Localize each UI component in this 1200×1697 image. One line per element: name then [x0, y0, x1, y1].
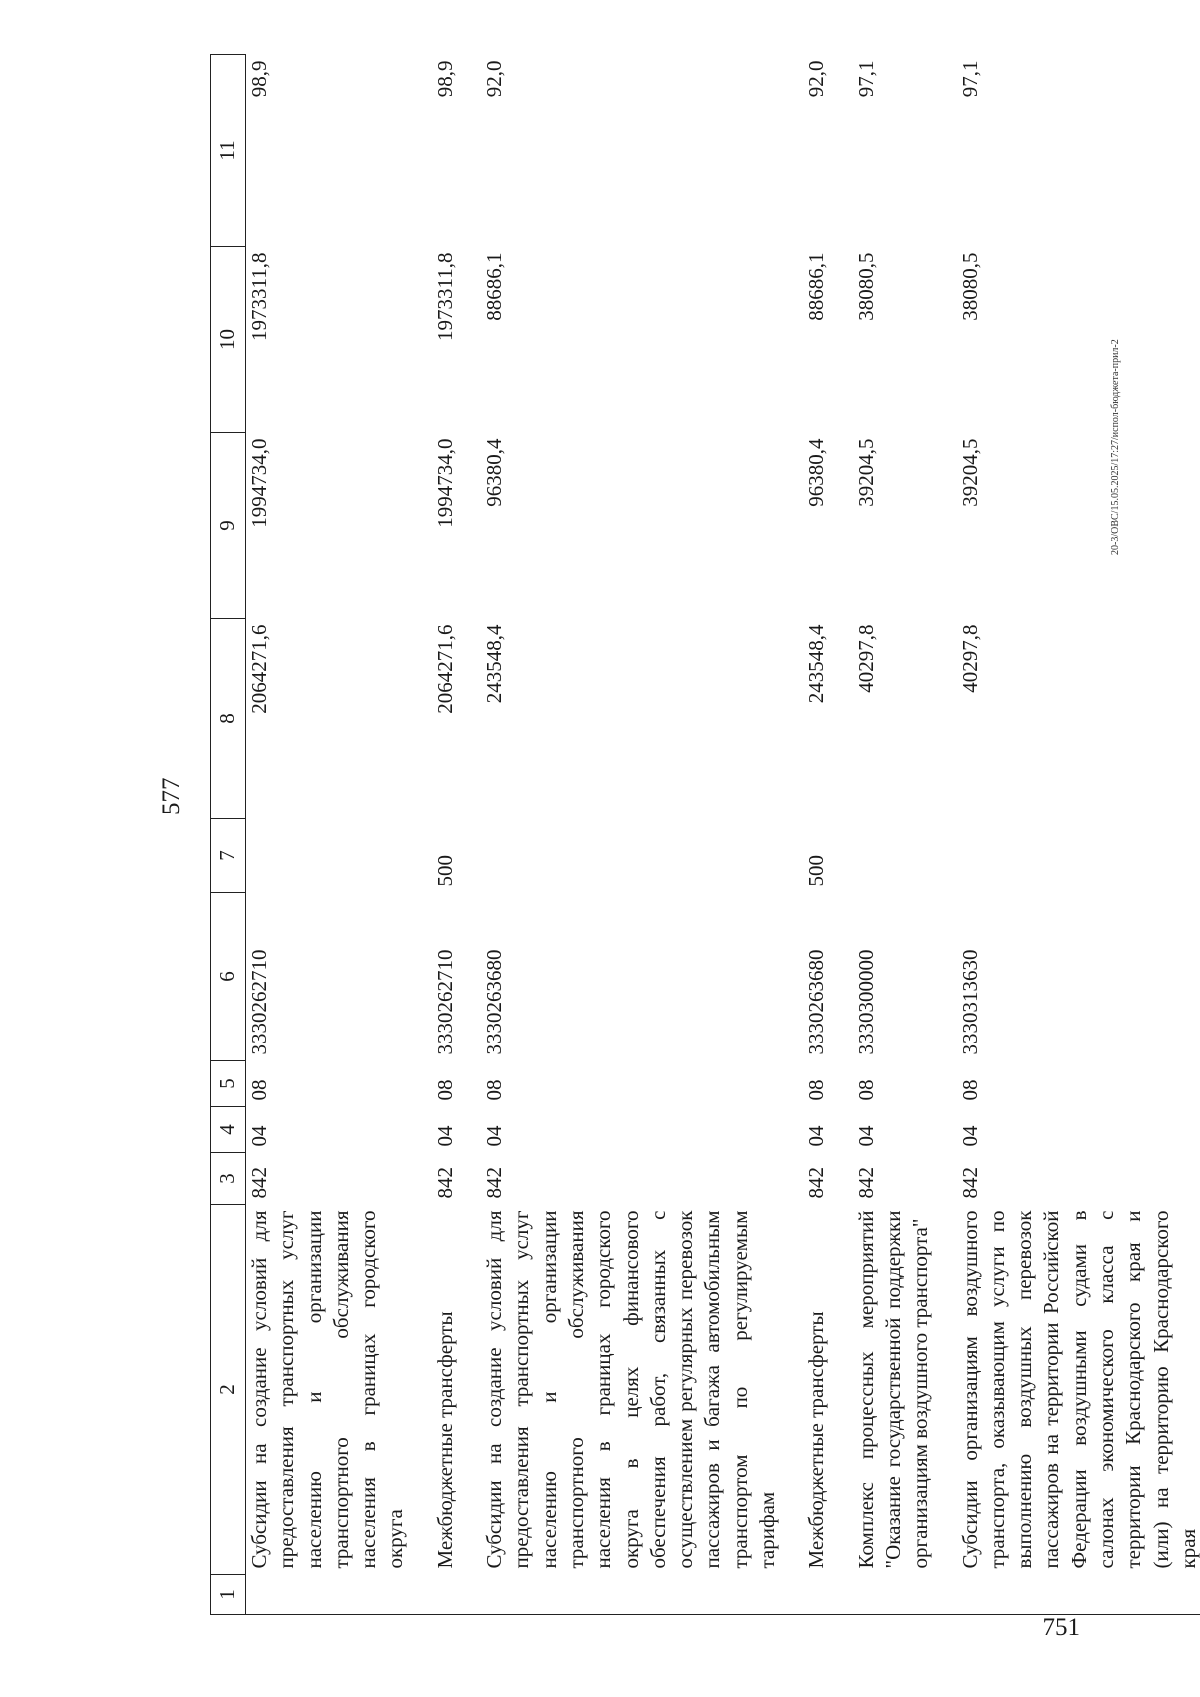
executed-amount: 88686,1 [804, 252, 829, 321]
ministry-code: 842 [247, 1167, 271, 1199]
target-article-code: 3330300000 [853, 949, 878, 1055]
table-row [432, 55, 481, 1615]
rotated-page [150, 25, 1200, 1655]
target-article-code: 3330313630 [957, 949, 982, 1055]
executed-amount: 38080,5 [853, 252, 878, 321]
row-number-cell [803, 1575, 852, 1615]
row-description: Комплекс процессных мероприятий "Оказание государственной поддержки организациям воздушного транспорта" [853, 1210, 933, 1569]
target-article-code: 3330263680 [482, 949, 507, 1055]
execution-percent: 92,0 [482, 60, 507, 98]
column-header: 5 [211, 1061, 246, 1107]
target-article-code: 3330262710 [247, 949, 271, 1055]
footer-code: 20-3/ОВС/15.05.2025/17:27/испол-бюджета-прил-2 [1110, 339, 1121, 555]
execution-percent: 97,1 [957, 60, 982, 98]
section-code: 04 [853, 1125, 878, 1147]
ministry-code: 842 [432, 1167, 457, 1199]
target-article-code: 3330263680 [804, 949, 829, 1055]
column-header: 2 [211, 1205, 246, 1575]
page-number-bottom: 751 [1042, 1614, 1080, 1641]
ministry-code: 842 [957, 1167, 982, 1199]
expense-type-code [957, 819, 1200, 893]
column-header: 11 [211, 55, 246, 247]
executed-amount: 38080,5 [957, 252, 982, 321]
table-row [957, 55, 1200, 1615]
subsection-code: 08 [482, 1079, 507, 1101]
expense-type-code: 500 [432, 855, 457, 887]
execution-percent: 97,1 [853, 60, 878, 98]
section-code: 04 [957, 1125, 982, 1147]
approved-amount: 40297,8 [957, 624, 982, 693]
expense-type-code [246, 819, 432, 893]
column-header: 1 [211, 1575, 246, 1615]
executed-amount: 1973311,8 [432, 252, 457, 341]
expense-type-code [481, 819, 803, 893]
section-code: 04 [432, 1125, 457, 1147]
ministry-code: 842 [853, 1167, 878, 1199]
column-header: 9 [211, 433, 246, 619]
section-code: 04 [804, 1125, 829, 1147]
table-row [853, 55, 957, 1615]
approved-amount: 40297,8 [853, 624, 878, 693]
ministry-code: 842 [482, 1167, 507, 1199]
revised-amount: 39204,5 [853, 438, 878, 507]
subsection-code: 08 [247, 1079, 271, 1101]
column-number-row [211, 55, 246, 1615]
row-description: Межбюджетные трансферты [432, 1311, 457, 1569]
expense-type-code: 500 [804, 855, 829, 887]
row-number-cell [481, 1575, 803, 1615]
approved-amount: 2064271,6 [247, 624, 271, 714]
expense-type-code [853, 819, 957, 893]
page-number-top: 577 [158, 777, 185, 815]
table-row [246, 55, 432, 1615]
budget-table [210, 54, 1200, 1615]
row-description: Субсидии организациям воздушного транспорта, оказывающим услуги по выполнению воздушных перевозок пассажиров на территории Российской Федерации воздушными судами в салонах экономического класса с территории Краснодарского края и (или) на территорию Краснодарского края [957, 1210, 1200, 1569]
revised-amount: 1994734,0 [432, 438, 457, 528]
column-header: 8 [211, 619, 246, 819]
execution-percent: 92,0 [804, 60, 829, 98]
table-row [481, 55, 803, 1615]
subsection-code: 08 [853, 1079, 878, 1101]
column-header: 7 [211, 819, 246, 893]
section-code: 04 [247, 1125, 271, 1147]
column-header: 10 [211, 247, 246, 433]
row-description: Субсидии на создание условий для предоставления транспортных услуг населению и организации транспортного обслуживания населения в границах городского округа [247, 1210, 408, 1569]
subsection-code: 08 [957, 1079, 982, 1101]
target-article-code: 3330262710 [432, 949, 457, 1055]
revised-amount: 39204,5 [957, 438, 982, 507]
approved-amount: 243548,4 [804, 624, 829, 704]
column-header: 6 [211, 893, 246, 1061]
ministry-code: 842 [804, 1167, 829, 1199]
approved-amount: 2064271,6 [432, 624, 457, 714]
subsection-code: 08 [804, 1079, 829, 1101]
row-number-cell [432, 1575, 481, 1615]
column-header: 3 [211, 1153, 246, 1205]
revised-amount: 96380,4 [482, 438, 507, 507]
row-number-cell [246, 1575, 432, 1615]
execution-percent: 98,9 [247, 60, 271, 98]
row-number-cell [853, 1575, 957, 1615]
executed-amount: 1973311,8 [247, 252, 271, 341]
table-row [803, 55, 852, 1615]
row-number-cell [957, 1575, 1200, 1615]
revised-amount: 1994734,0 [247, 438, 271, 528]
execution-percent: 98,9 [432, 60, 457, 98]
row-description: Межбюджетные трансферты [804, 1311, 829, 1569]
column-header: 4 [211, 1107, 246, 1153]
executed-amount: 88686,1 [482, 252, 507, 321]
subsection-code: 08 [432, 1079, 457, 1101]
revised-amount: 96380,4 [804, 438, 829, 507]
row-description: Субсидии на создание условий для предоставления транспортных услуг населению и организации транспортного обслуживания населения в границах городского округа в целях финансового обеспечения работ, связанных с осуществлением регулярных перевозок пассажиров и багажа автомобильным транспортом по регулируемым тарифам [482, 1210, 780, 1569]
approved-amount: 243548,4 [482, 624, 507, 704]
table-body [246, 55, 1200, 1615]
section-code: 04 [482, 1125, 507, 1147]
